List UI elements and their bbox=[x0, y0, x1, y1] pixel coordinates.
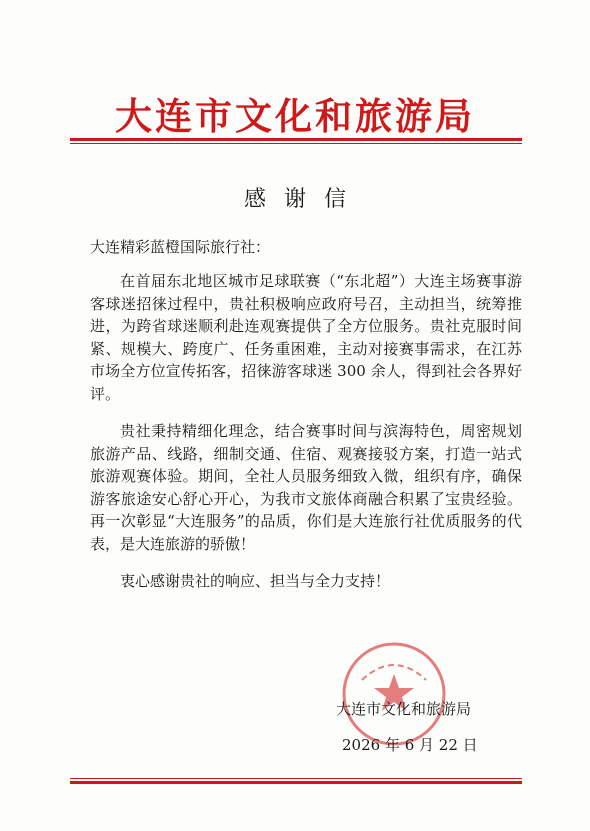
signature-date: 2026 年 6 月 22 日 bbox=[342, 736, 478, 754]
signature-org: 大连市文化和旅游局 bbox=[336, 700, 472, 718]
footer-rule-thick bbox=[70, 781, 522, 784]
body-paragraph-2: 贵社秉持精细化理念，结合赛事时间与滨海特色，周密规划旅游产品、线路，细制交通、住宿、观赛接驳方案，打造一站式旅游观赛体验。期间，全社人员服务细致入微，组织有序，确保游客旅途安心舒心开心，为我市文旅体商融合积累了宝贵经验。再一次彰显“大连服务”的品质，你们是大连旅行社优质服务的代表，是大连旅游的骄傲！ bbox=[90, 422, 522, 554]
letterhead-rule-thin bbox=[70, 143, 522, 144]
official-seal-icon bbox=[340, 640, 448, 748]
letterhead-rule-thick bbox=[70, 138, 522, 141]
document-title: 感谢信 bbox=[243, 187, 364, 212]
letterhead-title: 大连市文化和旅游局 bbox=[115, 94, 475, 138]
footer-rule-thin bbox=[70, 778, 522, 779]
body-paragraph-3: 衷心感谢贵社的响应、担当与全力支持！ bbox=[120, 572, 391, 591]
salutation: 大连精彩蓝橙国际旅行社： bbox=[90, 238, 271, 256]
letter-body bbox=[90, 270, 522, 607]
body-paragraph-1: 在首届东北地区城市足球联赛（“东北超”）大连主场赛事游客球迷招徕过程中，贵社积极响应政府号召，主动担当，统筹推进，为跨省球迷顺利赴连观赛提供了全方位服务。贵社克服时间紧、规模大、跨度广、任务重困难，主动对接赛事需求，在江苏市场全方位宣传拓客，招徕游客球迷 300 余人，得到社会各界好评。 bbox=[90, 272, 522, 403]
